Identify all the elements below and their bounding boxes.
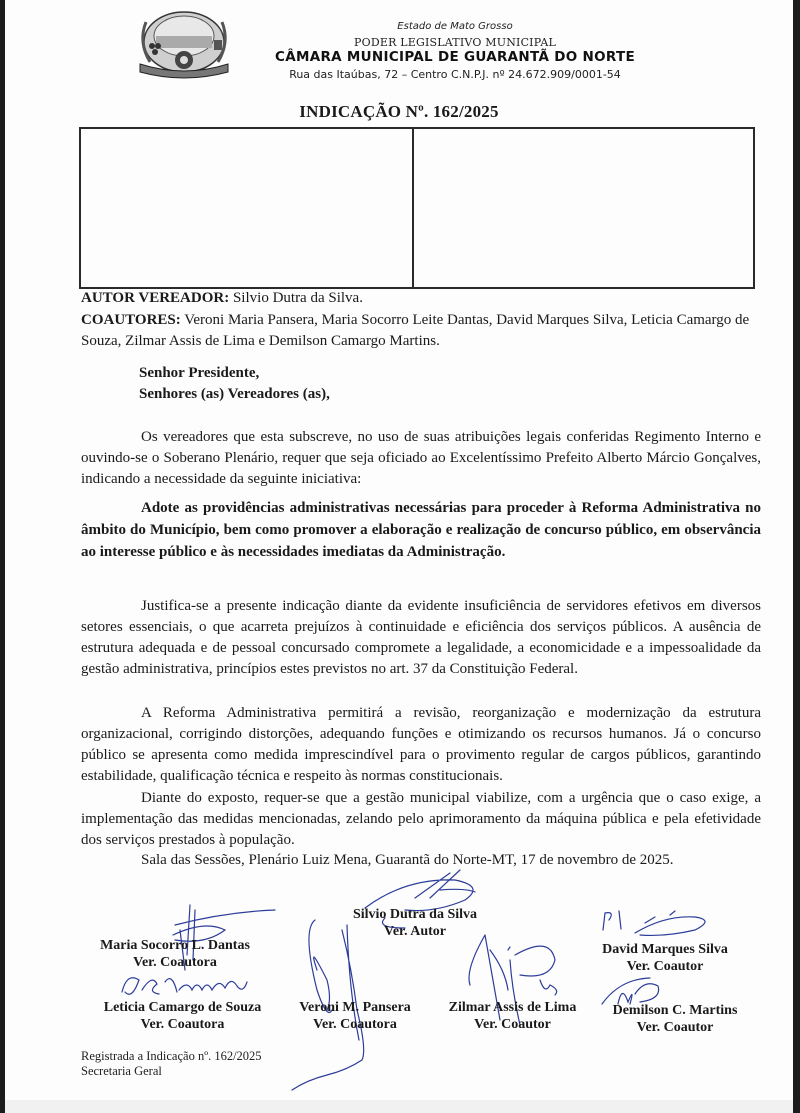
signature-scribble-leticia bbox=[117, 972, 257, 1002]
author-label: AUTOR VEREADOR: bbox=[81, 290, 230, 306]
coauthors-label: COAUTORES: bbox=[81, 312, 181, 328]
municipal-coat-of-arms-icon bbox=[128, 2, 240, 80]
signature-zilmar: Zilmar Assis de Lima Ver. Coautor bbox=[448, 1000, 577, 1032]
signature-demilson: Demilson C. Martins Ver. Coautor bbox=[612, 1003, 738, 1035]
signature-maria-socorro: Maria Socorro L. Dantas Ver. Coautora bbox=[100, 938, 250, 970]
document-page bbox=[5, 0, 793, 1100]
coauthors-value: Veroni Maria Pansera, Maria Socorro Leite Dantas, David Marques Silva, Leticia Camargo de Souza, Zilmar Assis de Lima e Demilson Camargo Martins. bbox=[81, 312, 750, 349]
coauthors-line bbox=[81, 310, 761, 352]
author-value: Silvio Dutra da Silva. bbox=[229, 290, 363, 306]
author-line bbox=[81, 288, 761, 309]
signature-david: David Marques Silva Ver. Coautor bbox=[602, 942, 728, 974]
header-chamber-name: CÂMARA MUNICIPAL DE GUARANTÃ DO NORTE bbox=[275, 49, 635, 65]
registry-note bbox=[81, 1049, 262, 1079]
header-address: Rua das Itaúbas, 72 – Centro C.N.P.J. nº 24.672.909/0001-54 bbox=[289, 68, 621, 81]
signature-silvio: Silvio Dutra da Silva Ver. Autor bbox=[352, 907, 478, 939]
header-state: Estado de Mato Grosso bbox=[397, 21, 513, 32]
protocol-stamp-box bbox=[79, 127, 755, 289]
signature-leticia: Leticia Camargo de Souza Ver. Coautora bbox=[103, 1000, 262, 1032]
registry-line: Registrada a Indicação nº. 162/2025 bbox=[81, 1049, 262, 1063]
salutation-councillors: Senhores (as) Vereadores (as), bbox=[139, 386, 330, 402]
salutation bbox=[139, 363, 330, 405]
place-and-date: Sala das Sessões, Plenário Luiz Mena, Guarantã do Norte-MT, 17 de novembro de 2025. bbox=[141, 852, 674, 868]
signature-scribble-david bbox=[595, 905, 725, 945]
header-power: PODER LEGISLATIVO MUNICIPAL bbox=[354, 36, 556, 49]
signature-veroni: Veroni M. Pansera Ver. Coautora bbox=[299, 1000, 411, 1032]
salutation-president: Senhor Presidente, bbox=[139, 365, 260, 381]
paragraph-conclusion: Diante do exposto, requer-se que a gestão municipal viabilize, com a urgência que o caso exige, a implementação das medidas mencionadas, zelando pelo aprimoramento da máquina pública e pela efetividade dos serviços prestados à população. bbox=[81, 790, 761, 848]
paragraph-justification-1: Justifica-se a presente indicação diante da evidente insuficiência de servidores efetivos em diversos setores essenciais, o que acarreta prejuízos à continuidade e eficiência dos serviços públicos. A ausência de estrutura adequada e de pessoal concursado compromete a legalidade, a economicidade e a impessoalidade da gestão administrativa, princípios estes previstos no art. 37 da Constituição Federal. bbox=[81, 598, 761, 677]
registry-department: Secretaria Geral bbox=[81, 1064, 162, 1078]
window-edge-right bbox=[793, 0, 800, 1113]
page-title: INDICAÇÃO Nº. 162/2025 bbox=[299, 102, 499, 121]
protocol-box-divider bbox=[412, 127, 414, 289]
paragraph-justification-2: A Reforma Administrativa permitirá a revisão, reorganização e modernização da estrutura organizacional, corrigindo distorções, adequando funções e otimizando os recursos humanos. Já o concurso público se apresenta como medida imprescindível para o provimento regular de cargos públicos, garantindo estabilidade, qualificação técnica e respeito às normas constitucionais. bbox=[81, 705, 761, 784]
paragraph-intro: Os vereadores que esta subscreve, no uso de suas atribuições legais conferidas Regimento Interno e ouvindo-se o Soberano Plenário, requer que seja oficiado ao Excelentíssimo Prefeito Alberto Márcio Gonçalves, indicando a necessidade da seguinte iniciativa: bbox=[81, 429, 761, 487]
paragraph-request: Adote as providências administrativas necessárias para proceder à Reforma Administrativa no âmbito do Município, bem como promover a elaboração e realização de concurso público, em observância ao interesse público e às necessidades imediatas da Administração. bbox=[81, 500, 761, 560]
